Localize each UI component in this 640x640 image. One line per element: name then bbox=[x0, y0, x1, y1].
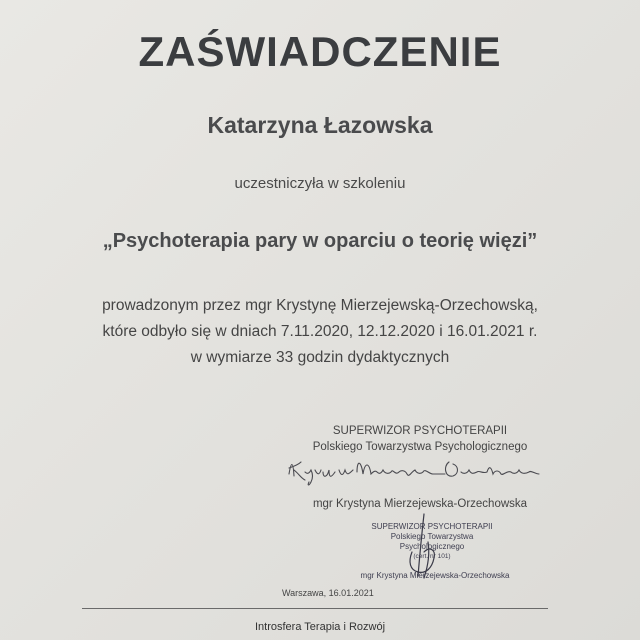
certificate-title: ZAŚWIADCZENIE bbox=[138, 28, 502, 75]
footer-organization: Introsfera Terapia i Rozwój bbox=[254, 621, 386, 633]
course-title: „Psychoterapia pary w oparciu o teorię więzi” bbox=[102, 230, 538, 252]
stamp-printed-name: mgr Krystyna Mierzejewska-Orzechowska bbox=[360, 571, 510, 580]
signatory-role bbox=[270, 423, 570, 455]
stamp-line1: SUPERWIZOR PSYCHOTERAPII bbox=[371, 522, 493, 531]
signatory-role-line1: SUPERWIZOR PSYCHOTERAPII bbox=[332, 425, 508, 437]
stamp-line2: Polskiego Towarzystwa Psychologicznego bbox=[390, 532, 474, 551]
details-line-dates: które odbyło się w dniach 7.11.2020, 12.12.2020 i 16.01.2021 r. bbox=[102, 323, 538, 340]
signatory-printed-name: mgr Krystyna Mierzejewska-Orzechowska bbox=[312, 498, 528, 510]
details-line-instructor: prowadzonym przez mgr Krystynę Mierzejewską-Orzechowską, bbox=[102, 297, 538, 314]
course-details bbox=[0, 293, 640, 371]
details-line-hours: w wymiarze 33 godzin dydaktycznych bbox=[190, 349, 450, 366]
handwritten-signature bbox=[283, 452, 553, 488]
recipient-name: Katarzyna Łazowska bbox=[207, 112, 433, 138]
footer-divider bbox=[82, 608, 548, 609]
stamp-cert-number: (cert. nr 101) bbox=[413, 553, 451, 560]
signatory-role-line2: Polskiego Towarzystwa Psychologicznego bbox=[312, 441, 528, 453]
participation-statement: uczestniczyła w szkoleniu bbox=[234, 175, 406, 192]
place-date: Warszawa, 16.01.2021 bbox=[282, 588, 374, 598]
